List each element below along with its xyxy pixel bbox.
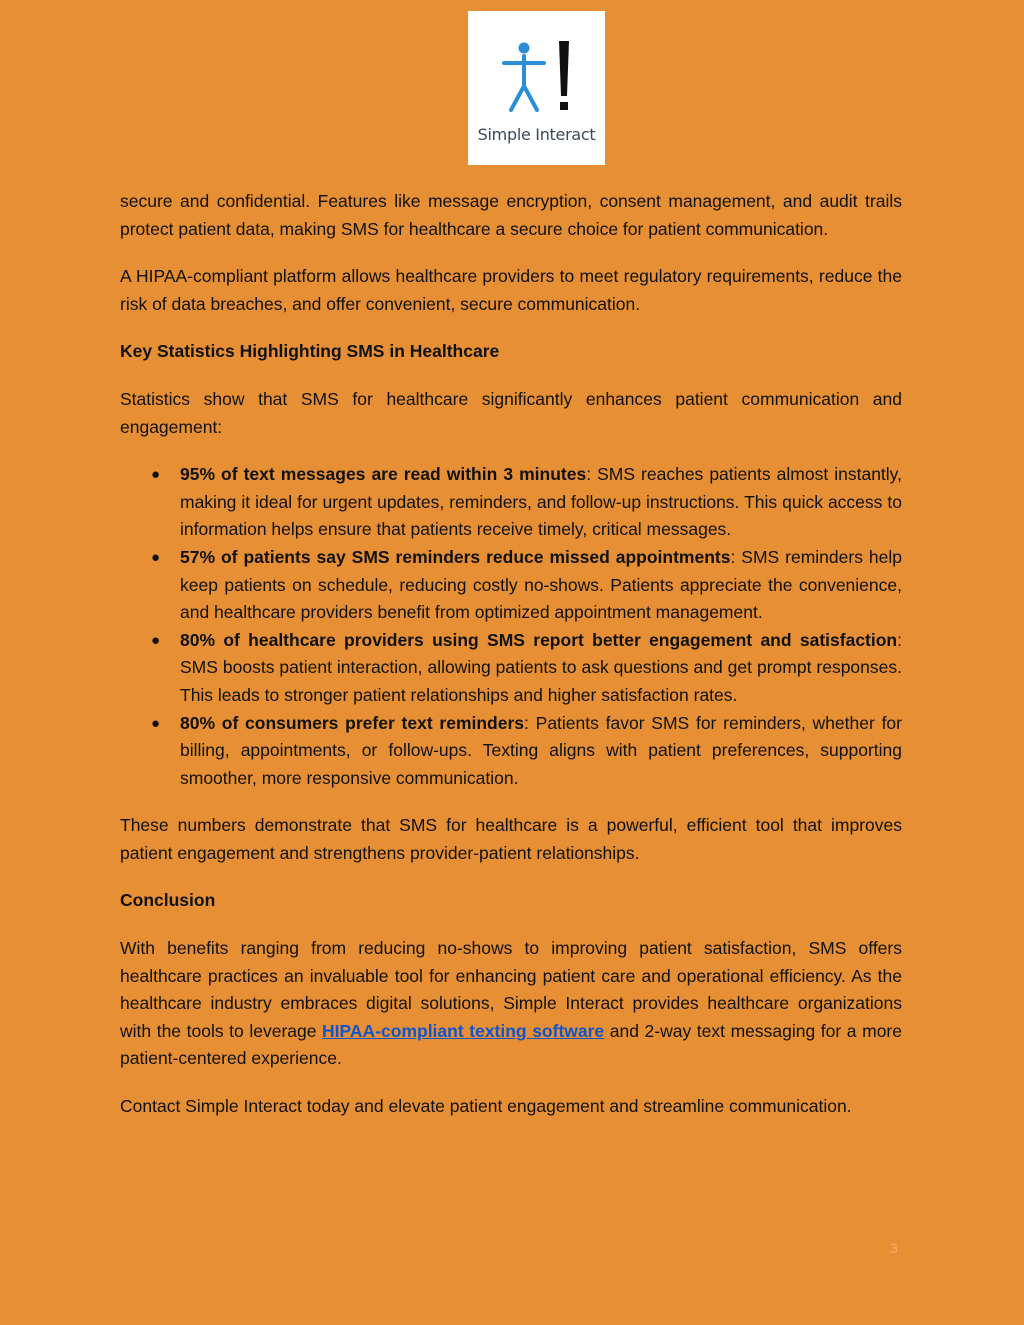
bullet-icon: ● [151, 548, 161, 566]
section-heading: Key Statistics Highlighting SMS in Healthcare [120, 341, 500, 362]
list-item [151, 461, 902, 544]
list-item [151, 544, 902, 627]
paragraph [120, 935, 902, 1073]
statistics-list [120, 461, 902, 792]
list-item [151, 710, 902, 793]
section-heading: Conclusion [120, 890, 216, 911]
stat-highlight: 57% of patients say SMS reminders reduce missed appointments [180, 546, 731, 567]
paragraph-text: and 2-way text messaging for a more patient-centered experience. [120, 1020, 902, 1069]
hipaa-texting-software-link[interactable]: HIPAA-compliant texting software [322, 1020, 605, 1041]
stick-figure-exclamation-icon [468, 11, 605, 121]
stat-highlight: 80% of consumers prefer text reminders [180, 712, 525, 733]
stat-description: : SMS boosts patient interaction, allowing patients to ask questions and get prompt responses. This leads to stronger patient relationships and higher satisfaction rates. [180, 629, 902, 705]
paragraph: These numbers demonstrate that SMS for healthcare is a powerful, efficient tool that improves patient engagement and strengthens provider-patient relationships. [120, 815, 902, 863]
stat-description: : SMS reminders help keep patients on schedule, reducing costly no-shows. Patients appreciate the convenience, and healthcare providers benefit from optimized appointment management. [180, 546, 902, 623]
stat-highlight: 80% of healthcare providers using SMS report better engagement and satisfaction [180, 629, 898, 650]
page-number: 3 [890, 1240, 898, 1256]
paragraph-text: With benefits ranging from reducing no-shows to improving patient satisfaction, SMS offers healthcare practices an invaluable tool for enhancing patient care and operational efficiency. As the healthcare industry embraces digital solutions, Simple Interact provides healthcare organizations with the tools to leverage [120, 938, 902, 1041]
document-body [120, 188, 902, 1141]
stat-highlight: 95% of text messages are read within 3 minutes [180, 464, 587, 485]
list-item [151, 627, 902, 710]
logo-text: Simple Interact [477, 125, 596, 144]
paragraph: A HIPAA-compliant platform allows healthcare providers to meet regulatory requirements, reduce the risk of data breaches, and offer convenient, secure communication. [120, 266, 902, 314]
paragraph: secure and confidential. Features like message encryption, consent management, and audit trails protect patient data, making SMS for healthcare a secure choice for patient communication. [120, 191, 902, 239]
paragraph: Statistics show that SMS for healthcare significantly enhances patient communication and engagement: [120, 388, 902, 437]
bullet-icon: ● [151, 714, 161, 732]
stat-description: : SMS reaches patients almost instantly, making it ideal for urgent updates, reminders, and follow-up instructions. This quick access to information helps ensure that patients receive timely, critical messages. [180, 464, 902, 540]
stat-description: : Patients favor SMS for reminders, whether for billing, appointments, or follow-ups. Texting aligns with patient preferences, supporting smoother, more responsive communication. [180, 712, 902, 788]
paragraph: Contact Simple Interact today and elevate patient engagement and streamline communication. [120, 1096, 852, 1117]
bullet-icon: ● [151, 466, 161, 484]
bullet-icon: ● [151, 631, 161, 649]
simple-interact-logo [468, 11, 605, 165]
